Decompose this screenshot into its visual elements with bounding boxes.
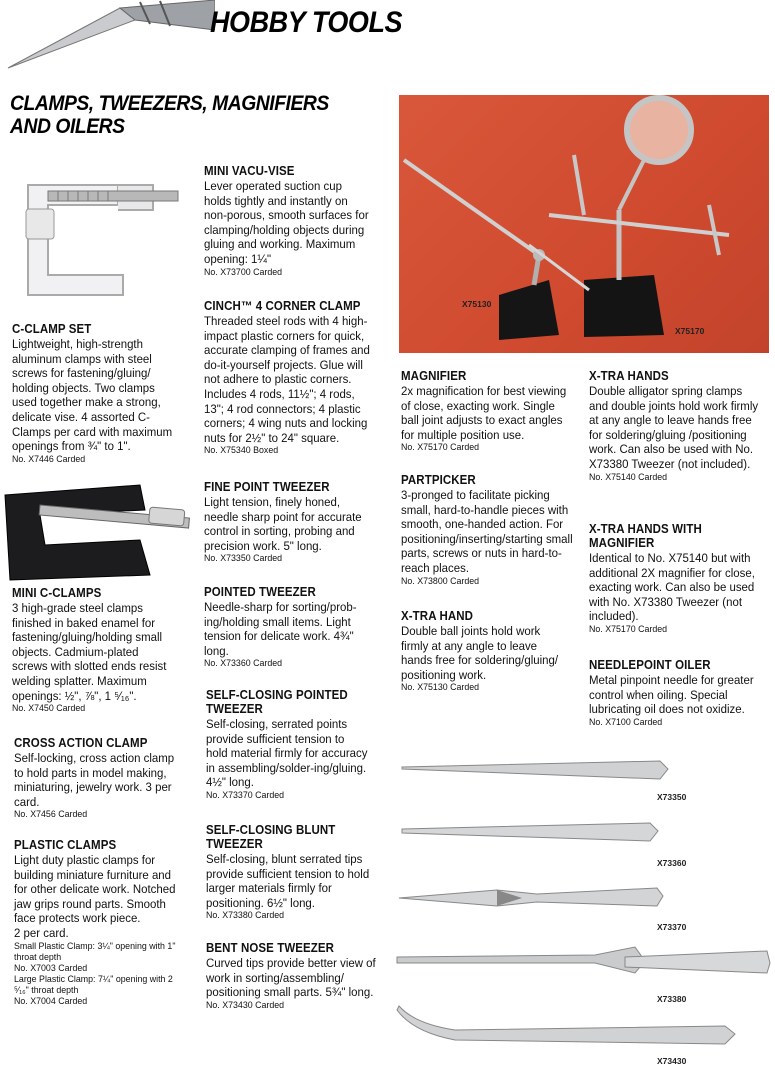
tweezer-label: X73380: [657, 994, 687, 1004]
section-title-line1: CLAMPS, TWEEZERS, MAGNIFIERS: [10, 92, 329, 115]
product-description: Curved tips provide better view of work in sorting/assembling/ positioning small parts. 5¾" long.: [206, 956, 376, 1000]
product-description: Double ball joints hold work firmly at any angle to leave hands free for soldering/gluing/ positioning work.: [401, 624, 559, 682]
product-number: No. X7456 Carded: [14, 809, 88, 821]
product-number: No. X75170 Carded: [401, 442, 480, 454]
section-title-line2: AND OILERS: [10, 115, 125, 138]
product-description: Threaded steel rods with 4 high-impact plastic corners for quick, accurate clamping of frames and do-it-yourself projects. Glue will not adhere to plastic corners. Includes 4 rods, 11½"; 4 rods, 13"; 4 rod connectors; 4 plastic corners; 4 wing nuts and locking nuts for 2½" to 24" square.: [204, 314, 370, 445]
product-number: No. X75130 Carded: [401, 682, 480, 694]
mini-c-clamps-image: [0, 475, 195, 585]
c-clamp-set-image: [8, 165, 188, 305]
tweezer-self-closing-pointed-image: [397, 880, 667, 916]
product-title: BENT NOSE TWEEZER: [206, 941, 335, 955]
product-title: X-TRA HANDS: [589, 369, 669, 383]
product-number: No. X75340 Boxed: [204, 445, 279, 457]
tweezer-label: X73370: [657, 922, 687, 932]
x-tra-hands: [589, 369, 774, 483]
product-description: 2x magnification for best viewing of close, exacting work. Single ball joint adjusts to exact angles for multiple position use.: [401, 384, 567, 442]
product-number: No. X7100 Carded: [589, 716, 663, 728]
cross-action-clamp: [14, 736, 192, 820]
tweezer-fine-point-image: [400, 755, 675, 785]
tweezer-label: X73360: [657, 858, 687, 868]
x-tra-hands-photo: [399, 95, 769, 353]
x-tra-hands-with-magnifier: [589, 522, 774, 635]
needlepoint-oiler: [589, 658, 771, 728]
tweezer-bent-nose-image: [395, 1000, 745, 1050]
mini-vacu-vise: [204, 164, 384, 278]
product-title: POINTED TWEEZER: [204, 585, 316, 599]
product-number: No. X73800 Carded: [401, 575, 480, 587]
product-description: Double alligator spring clamps and double joints hold work firmly at any angle to leave hands free for soldering/gluing /positioning work. Can also be used with No. X73380 Tweezer (not included).: [589, 384, 759, 471]
product-title: NEEDLEPOINT OILER: [589, 658, 711, 672]
hobby-knife-image: [0, 0, 215, 72]
product-number: No. X75170 Carded: [589, 623, 668, 635]
product-description: Self-locking, cross action clamp to hold parts in model making, miniaturing, jewelry work. 3 per card.: [14, 751, 175, 809]
product-number: No. X73430 Carded: [206, 999, 285, 1011]
product-description: 3-pronged to facilitate picking small, hard-to-handle pieces with smooth, one-handed action. For positioning/inserting/starting small parts, screws or nuts in hard-to-reach places.: [401, 488, 573, 575]
tweezer-label: X73350: [657, 792, 687, 802]
photo-label-x75130: X75130: [462, 299, 492, 309]
product-description: Light tension, finely honed, needle sharp point for accurate control in sorting, probing and precision work. 5" long.: [204, 495, 362, 553]
x-tra-hands-illustration: [399, 95, 769, 353]
product-description: Self-closing, serrated points provide sufficient tension to hold material firmly for accuracy in assembling/solder-ing/gluing. 4½" long.: [206, 717, 368, 790]
partpicker: [401, 473, 588, 587]
product-title: SELF-CLOSING POINTED TWEEZER: [206, 688, 348, 716]
cinch-4-corner-clamp: [204, 299, 388, 456]
product-description: Lever operated suction cup holds tightly and instantly on non-porous, smooth surfaces for clamping/holding objects during gluing and working. Maximum opening: 1¼": [204, 179, 369, 266]
tweezer-pointed-image: [400, 817, 665, 847]
magnifier: [401, 369, 586, 453]
product-title: MINI VACU-VISE: [204, 164, 295, 178]
product-title: CROSS ACTION CLAMP: [14, 736, 148, 750]
small-clamp-number: No. X7003 Carded: [14, 962, 88, 974]
product-description: Needle-sharp for sorting/prob-ing/holding small items. Light tension for delicate work. 4¾" long.: [204, 600, 357, 658]
product-title: X-TRA HANDS WITH MAGNIFIER: [589, 522, 702, 550]
product-title: C-CLAMP SET: [12, 322, 92, 336]
product-description: Lightweight, high-strength aluminum clamps with steel screws for fastening/gluing/ holding objects. Two clamps used together make a strong, delicate vise. 4 assorted C-Clamps per card with maximum openings from ¾" to 1".: [12, 337, 173, 454]
product-number: No. X73370 Carded: [206, 789, 285, 801]
photo-label-x75170: X75170: [675, 326, 705, 336]
section-title: [10, 92, 341, 138]
product-description: Metal pinpoint needle for greater control when oiling. Special lubricating oil does not oxidize.: [589, 673, 754, 717]
tweezer-label: X73430: [657, 1056, 687, 1066]
product-title: CINCH™ 4 CORNER CLAMP: [204, 299, 361, 313]
page-title: HOBBY TOOLS: [210, 6, 403, 39]
product-description: Light duty plastic clamps for building miniature furniture and for other delicate work. Notched jaw grips round parts. Smooth face protects work piece.: [14, 853, 176, 926]
product-title: MINI C-CLAMPS: [12, 586, 102, 600]
large-clamp-number: No. X7004 Carded: [14, 995, 88, 1007]
product-description-2: 2 per card.: [14, 925, 69, 940]
plastic-clamps: [14, 838, 194, 1007]
large-clamp-spec: Large Plastic Clamp: 7¼" opening with 2 ⁵⁄₁₆" throat depth: [14, 973, 173, 996]
product-description: Self-closing, blunt serrated tips provide sufficient tension to hold larger materials firmly for positioning. 6½" long.: [206, 852, 370, 910]
fine-point-tweezer: [204, 480, 388, 564]
product-title: SELF-CLOSING BLUNT TWEEZER: [206, 823, 336, 851]
product-title: PLASTIC CLAMPS: [14, 838, 117, 852]
product-title: FINE POINT TWEEZER: [204, 480, 330, 494]
product-number: No. X7446 Carded: [12, 453, 86, 465]
product-number: No. X75140 Carded: [589, 471, 668, 483]
product-number: No. X73380 Carded: [206, 910, 285, 922]
pointed-tweezer: [204, 585, 384, 669]
product-number: No. X73350 Carded: [204, 553, 283, 565]
product-number: No. X73700 Carded: [204, 266, 283, 278]
small-clamp-spec: Small Plastic Clamp: 3¼" opening with 1" throat depth: [14, 940, 176, 963]
product-number: No. X7450 Carded: [12, 703, 86, 715]
product-title: MAGNIFIER: [401, 369, 467, 383]
product-number: No. X73360 Carded: [204, 658, 283, 670]
x-tra-hand: [401, 609, 581, 693]
c-clamp-set: [12, 322, 195, 465]
bent-nose-tweezer: [206, 941, 391, 1011]
product-description: Identical to No. X75140 but with additional 2X magnifier for close, exacting work. Can also be used with No. X73380 Tweezer (not included).: [589, 551, 755, 624]
self-closing-blunt-tweezer: [206, 823, 370, 922]
mini-c-clamps: [12, 586, 182, 714]
product-title: X-TRA HAND: [401, 609, 474, 623]
product-title: PARTPICKER: [401, 473, 476, 487]
self-closing-pointed-tweezer: [206, 688, 366, 801]
tweezer-self-closing-blunt-image: [395, 943, 773, 979]
product-description: 3 high-grade steel clamps finished in baked enamel for fastening/gluing/holding small objects. Cadmium-plated screws with slotted ends resist welding splatter. Maximum openings: ½", ⅞", 1 ⁵⁄₁₆".: [12, 601, 167, 703]
